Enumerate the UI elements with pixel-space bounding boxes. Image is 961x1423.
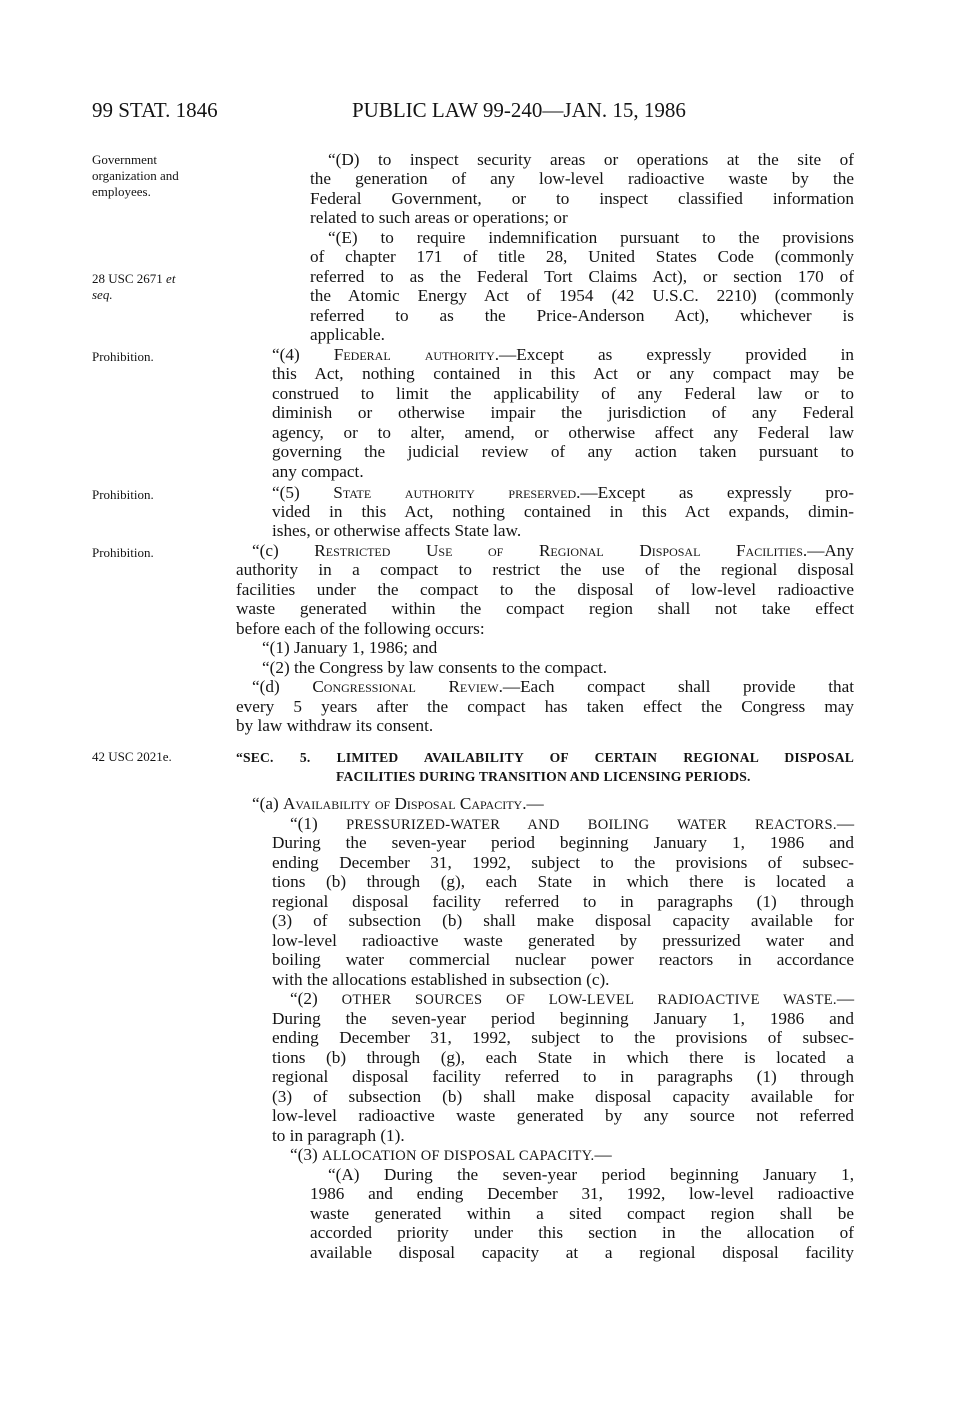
text-line: referred to as the Federal Tort Claims Act), or section 170 of [310, 267, 854, 286]
margin-note-prohibition-1: Prohibition. [92, 349, 154, 364]
text-line: regional disposal facility referred to in paragraphs (1) through [272, 892, 854, 911]
margin-note-line: organization and [92, 168, 179, 183]
text-line: tions (b) through (g), each State in which there is located a [272, 1048, 854, 1067]
text-line: ending December 31, 1992, subject to the provisions of subsec- [272, 1028, 854, 1047]
text-line: low-level radioactive waste generated by pressurized water and [272, 931, 854, 950]
margin-note-prohibition-3: Prohibition. [92, 545, 154, 560]
text-line: During the seven-year period beginning January 1, 1986 and [272, 1009, 854, 1028]
margin-note-line: Government [92, 152, 157, 167]
text-line: authority in a compact to restrict the use of the regional disposal [236, 560, 854, 579]
text-line: applicable. [310, 325, 385, 344]
paragraph-heading-reactors: “(1) PRESSURIZED-WATER AND BOILING WATER REACTORS.— [290, 814, 855, 833]
margin-note-usc-2021e: 42 USC 2021e. [92, 749, 172, 764]
text-line: construed to limit the applicability of any Federal law or to [272, 384, 854, 403]
text-line: diminish or otherwise impair the jurisdiction of any Federal [272, 403, 854, 422]
text-line: tions (b) through (g), each State in which there is located a [272, 872, 854, 891]
text-line: available disposal capacity at a regional disposal facility [310, 1243, 854, 1262]
text-line: (3) of subsection (b) shall make disposal capacity available for [272, 1087, 854, 1106]
margin-note-line [92, 271, 232, 287]
text-line: Federal Government, or to inspect classified information [310, 189, 854, 208]
text-line: facilities under the compact to the disposal of low-level radioactive [236, 580, 854, 599]
text-line: ending December 31, 1992, subject to the provisions of subsec- [272, 853, 854, 872]
text-line: by law withdraw its consent. [236, 716, 434, 735]
text-line: to in paragraph (1). [272, 1126, 405, 1145]
text-line: with the allocations established in subsection (c). [272, 970, 610, 989]
paragraph-heading-other-sources: “(2) OTHER SOURCES OF LOW-LEVEL RADIOACTIVE WASTE.— [290, 989, 854, 1008]
text-line: referred to as the Price-Anderson Act), whichever is [310, 306, 854, 325]
text-line: 1986 and ending December 31, 1992, low-level radioactive [310, 1184, 854, 1203]
text-line: governing the judicial review of any action taken pursuant to [272, 442, 854, 461]
text-line: agency, or to alter, amend, or otherwise affect any Federal law [272, 423, 854, 442]
text-line: waste generated within a sited compact region shall be [310, 1204, 854, 1223]
text-line: every 5 years after the compact has taken effect the Congress may [236, 697, 854, 716]
page-number-header: 99 STAT. 1846 [92, 98, 218, 122]
text-line: “(D) to inspect security areas or operations at the site of [328, 150, 854, 169]
margin-note-prohibition-2: Prohibition. [92, 487, 154, 502]
margin-note-line [92, 287, 232, 303]
text-line: (3) of subsection (b) shall make disposal capacity available for [272, 911, 854, 930]
margin-note-usc-2671 [92, 271, 232, 303]
margin-note-line: employees. [92, 184, 151, 199]
text-line: ishes, or otherwise affects State law. [272, 521, 522, 540]
text-line: the Atomic Energy Act of 1954 (42 U.S.C. 2210) (commonly [310, 286, 854, 305]
text-line: this Act, nothing contained in this Act or any compact may be [272, 364, 854, 383]
text-line: the generation of any low-level radioactive waste by the [310, 169, 854, 188]
text-line: related to such areas or operations; or [310, 208, 568, 227]
subsection-heading-availability: “(a) Availability of Disposal Capacity.— [252, 794, 544, 813]
text-line: accorded priority under this section in the allocation of [310, 1223, 854, 1242]
text-line: “(A) During the seven-year period beginning January 1, [328, 1165, 854, 1184]
margin-note-citation: 28 USC 2671 [92, 271, 163, 286]
text-line: During the seven-year period beginning January 1, 1986 and [272, 833, 854, 852]
section-heading-line-1: “SEC. 5. LIMITED AVAILABILITY OF CERTAIN REGIONAL DISPOSAL [236, 750, 854, 765]
text-line: “(1) January 1, 1986; and [262, 638, 438, 657]
text-line: low-level radioactive waste generated by any source not referred [272, 1106, 854, 1125]
text-line: “(E) to require indemnification pursuant to the provisions [328, 228, 854, 247]
subsection-heading-restricted-use: “(c) Restricted Use of Regional Disposal Facilities.—Any [252, 541, 854, 560]
text-line: regional disposal facility referred to in paragraphs (1) through [272, 1067, 854, 1086]
text-line: before each of the following occurs: [236, 619, 485, 638]
text-line: of chapter 171 of title 28, United States Code (commonly [310, 247, 854, 266]
text-line: boiling water commercial nuclear power reactors in accordance [272, 950, 854, 969]
text-line: “(2) the Congress by law consents to the compact. [262, 658, 608, 677]
section-heading-line-2: FACILITIES DURING TRANSITION AND LICENSING PERIODS. [336, 769, 751, 784]
paragraph-heading-state-authority: “(5) State authority preserved.—Except as expressly pro- [272, 483, 854, 502]
margin-note-seq: seq. [92, 287, 113, 302]
law-title-header: PUBLIC LAW 99-240—JAN. 15, 1986 [352, 98, 686, 122]
text-line: any compact. [272, 462, 364, 481]
text-line: vided in this Act, nothing contained in this Act expands, dimin- [272, 502, 854, 521]
margin-note-government [92, 152, 232, 200]
paragraph-heading-federal-authority: “(4) Federal authority.—Except as expressly provided in [272, 345, 854, 364]
subsection-heading-congressional-review: “(d) Congressional Review.—Each compact shall provide that [252, 677, 854, 696]
text-line: waste generated within the compact region shall not take effect [236, 599, 854, 618]
paragraph-heading-allocation: “(3) ALLOCATION OF DISPOSAL CAPACITY.— [290, 1145, 612, 1164]
margin-note-et: et [166, 271, 176, 286]
